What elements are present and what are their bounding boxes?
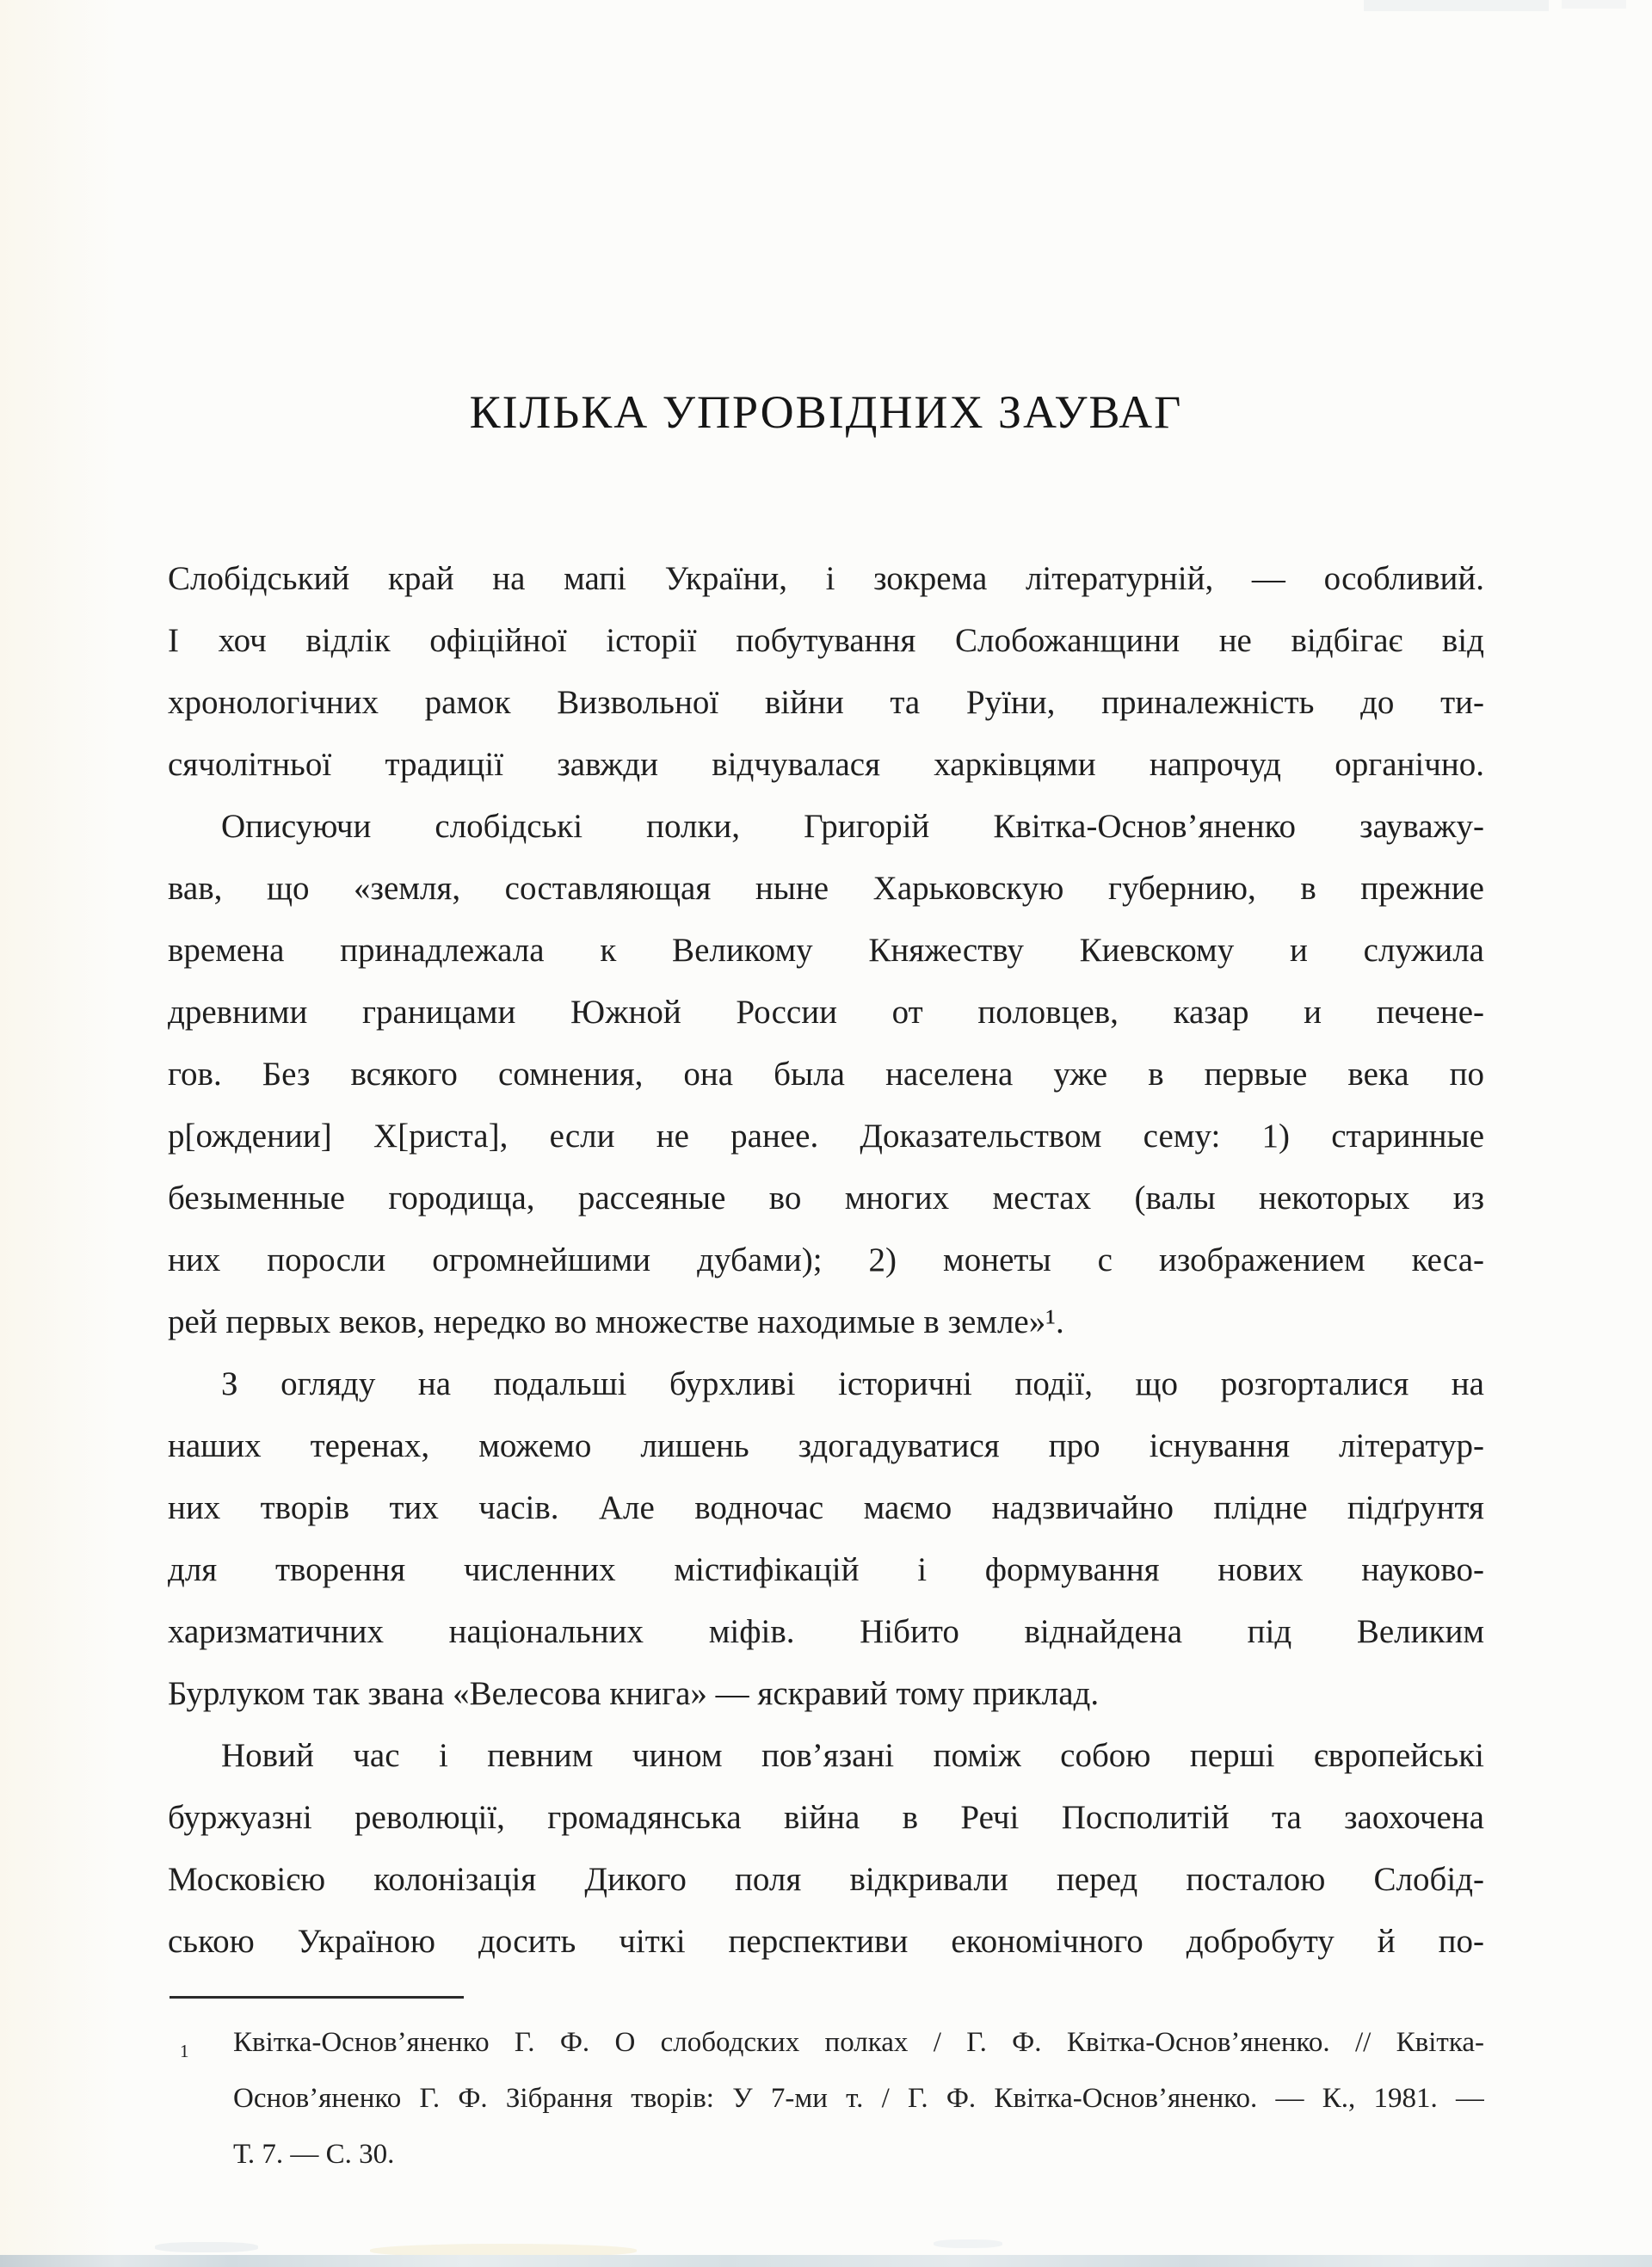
- scan-left-tint: [0, 0, 120, 2267]
- body-line: Московією колонізація Дикого поля відкривали перед посталою Слобід-: [168, 1861, 1484, 1898]
- body-line: Бурлуком так звана «Велесова книга» — яскравий тому приклад.: [168, 1675, 1100, 1712]
- footnote: [168, 2015, 1484, 2183]
- scan-artifact-top-edge: [1364, 0, 1549, 11]
- body-line: ською Україною досить чіткі перспективи економічного добробуту й по-: [168, 1923, 1484, 1960]
- body-line: для творення численних містифікацій і формування нових науково-: [168, 1551, 1484, 1588]
- paragraph: [168, 1725, 1484, 1973]
- body-line: р[ождении] Х[риста], если не ранее. Доказательством сему: 1) старинные: [168, 1118, 1484, 1155]
- footnote-line: Квітка-Основ’яненко Г. Ф. О слободских полках / Г. Ф. Квітка-Основ’яненко. // Квітка-: [233, 2027, 1484, 2058]
- body-line: рей первых веков, нередко во множестве находимые в земле»¹.: [168, 1303, 1064, 1340]
- footnote-marker: 1: [180, 2041, 189, 2061]
- scan-artifact-top-edge: [1562, 0, 1626, 9]
- body-line: харизматичних національних міфів. Нібито віднайдена під Великим: [168, 1613, 1484, 1650]
- body-line: З огляду на подальші бурхливі історичні події, що розгорталися на: [221, 1365, 1484, 1402]
- body-line: Описуючи слобідські полки, Григорій Квітка-Основ’яненко зауважу-: [221, 808, 1484, 845]
- footnote-separator: [170, 1996, 464, 1999]
- text-block: [168, 548, 1484, 1973]
- paragraph: [168, 1353, 1484, 1725]
- body-line: них поросли огромнейшими дубами); 2) монеты с изображением кеса-: [168, 1241, 1484, 1278]
- body-line: Новий час і певним чином пов’язані поміж собою перші європейські: [221, 1737, 1484, 1774]
- body-line: древними границами Южной России от половцев, казар и печене-: [168, 994, 1484, 1031]
- scan-artifact-blob: [934, 2239, 1002, 2248]
- body-line: буржуазні революції, громадянська війна в Речі Посполитій та заохочена: [168, 1799, 1484, 1836]
- paragraph: [168, 796, 1484, 1353]
- body-line: вав, що «земля, составляющая ныне Харьковскую губернию, в прежние: [168, 870, 1484, 907]
- body-line: наших теренах, можемо лишень здогадуватися про існування літератур-: [168, 1427, 1484, 1464]
- body-line: хронологічних рамок Визвольної війни та Руїни, приналежність до ти-: [168, 684, 1484, 721]
- footnote-line: Основ’яненко Г. Ф. Зібрання творів: У 7-ми т. / Г. Ф. Квітка-Основ’яненко. — К., 1981. —: [233, 2083, 1484, 2114]
- body-line: І хоч відлік офіційної історії побутування Слобожанщини не відбігає від: [168, 622, 1484, 659]
- scan-artifact-blob: [155, 2242, 258, 2252]
- body-line: гов. Без всякого сомнения, она была населена уже в первые века по: [168, 1056, 1484, 1093]
- body-line: безыменные городища, рассеяные во многих местах (валы некоторых из: [168, 1180, 1484, 1217]
- paragraph: [168, 548, 1484, 796]
- footnote-line: Т. 7. — С. 30.: [233, 2139, 395, 2170]
- body-line: Слобідський край на мапі України, і зокрема літературній, — особливий.: [168, 560, 1484, 597]
- body-line: сячолітньої традиції завжди відчувалася харківцями напрочуд органічно.: [168, 746, 1484, 783]
- body-line: времена принадлежала к Великому Княжеству Киевскому и служила: [168, 932, 1484, 969]
- chapter-title: КІЛЬКА УПРОВІДНИХ ЗАУВАГ: [469, 386, 1183, 438]
- scan-artifact-bottom-band: [0, 2255, 1652, 2267]
- body-line: них творів тих часів. Але водночас маємо надзвичайно плідне підґрунтя: [168, 1489, 1484, 1526]
